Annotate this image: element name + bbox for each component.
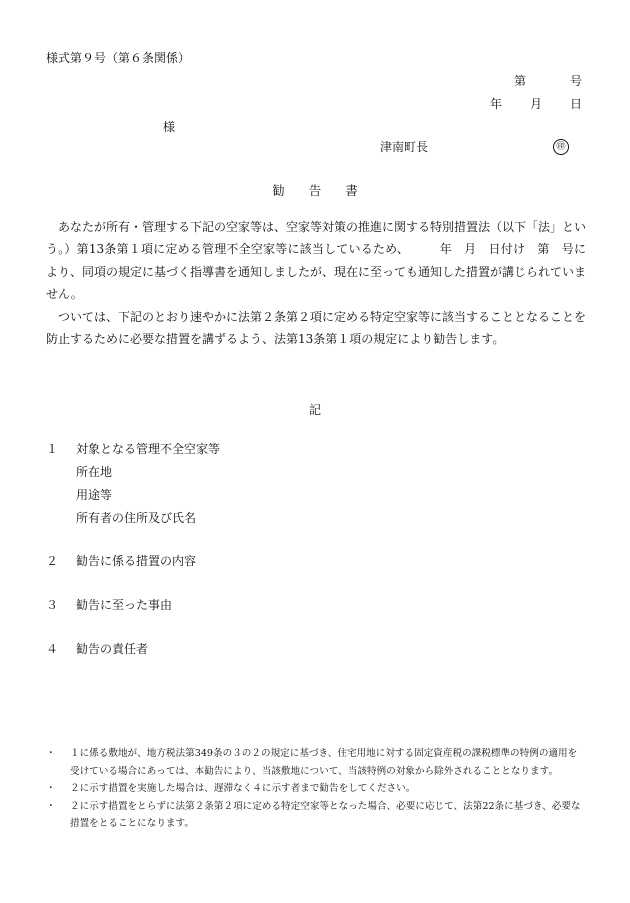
note-bullet: ・ <box>46 800 56 812</box>
number-suffix: 号 <box>569 74 582 88</box>
note-item <box>46 780 586 798</box>
sub-item-usage: 用途等 <box>76 488 113 502</box>
sender-name: 津南町長 <box>380 140 429 154</box>
note-item <box>46 798 586 833</box>
note-text: ２に示す措置をとらずに法第２条第２項に定める特定空家等となった場合、必要に応じて、法第22条に基づき、必要な措置をとることになります。 <box>70 800 581 829</box>
item-label: 対象となる管理不全空家等 <box>76 442 221 456</box>
document-date <box>490 96 582 112</box>
note-text: １に係る敷地が、地方税法第349条の３の２の規定に基づき、住宅用地に対する固定資産税の課税標準の特例の適用を受けている場合にあっては、本勧告により、当該敷地について、当該特例の対象から除外されることとなります。 <box>70 748 578 777</box>
item-number: ２ <box>46 554 59 568</box>
sub-item-owner: 所有者の住所及び氏名 <box>76 511 197 525</box>
notes <box>46 745 586 833</box>
note-item <box>46 745 586 780</box>
note-bullet: ・ <box>46 783 56 794</box>
item-label: 勧告に至った事由 <box>76 598 173 612</box>
date-day: 日 <box>569 97 582 111</box>
list-item <box>46 641 148 657</box>
item-number: ３ <box>46 598 59 612</box>
addressee: 様 <box>163 120 176 134</box>
number-prefix: 第 <box>513 74 526 88</box>
list-item <box>46 553 196 569</box>
item-number: １ <box>46 442 59 456</box>
document-title: 勧告書 <box>272 183 382 198</box>
body-text <box>46 216 586 350</box>
seal-mark: ㊞ <box>553 139 569 155</box>
date-month: 月 <box>529 97 542 111</box>
date-year: 年 <box>489 97 502 111</box>
form-label: 様式第９号（第６条関係） <box>46 51 191 65</box>
note-bullet: ・ <box>46 748 56 759</box>
item-number: ４ <box>46 642 59 656</box>
body-paragraph-1: あなたが所有・管理する下記の空家等は、空家等対策の推進に関する特別措置法（以下「法」という。）第13条第１項に定める管理不全空家等に該当しているため、 年 月 日付け 第 号により、同項の規定に基づく指導書を通知しましたが、現在に至っても通知した措置が講じられていません。 <box>46 220 587 302</box>
item-label: 勧告の責任者 <box>76 642 149 656</box>
ki-heading: 記 <box>308 403 321 417</box>
sub-item-location: 所在地 <box>76 465 113 479</box>
item-label: 勧告に係る措置の内容 <box>76 554 197 568</box>
body-paragraph-2: ついては、下記のとおり速やかに法第２条第２項に定める特定空家等に該当することとなることを防止するために必要な措置を講ずるよう、法第13条第１項の規定により勧告します。 <box>46 309 587 347</box>
note-text: ２に示す措置を実施した場合は、遅滞なく４に示す者まで勧告をしてください。 <box>70 783 416 794</box>
list-item <box>46 597 172 613</box>
document-number <box>514 73 582 89</box>
list-item <box>46 441 220 457</box>
